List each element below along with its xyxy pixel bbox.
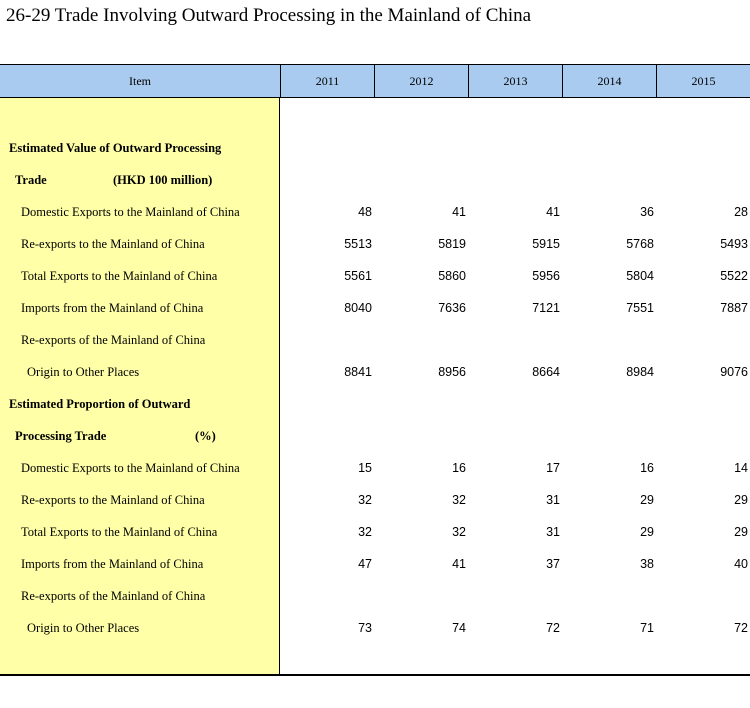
- table-cell: 7551: [626, 301, 654, 315]
- table-cell: 71: [640, 621, 654, 635]
- table-cell: 28: [734, 205, 748, 219]
- table-cell: 7636: [438, 301, 466, 315]
- section-heading: Estimated Proportion of Outward: [9, 397, 191, 411]
- table-cell: 5915: [532, 237, 560, 251]
- table-cell: 73: [358, 621, 372, 635]
- table-cell: 16: [640, 461, 654, 475]
- table-cell: 41: [452, 557, 466, 571]
- table-cell: 5493: [720, 237, 748, 251]
- table-cell: 5956: [532, 269, 560, 283]
- table-cell: 38: [640, 557, 654, 571]
- section-unit: (HKD 100 million): [113, 173, 213, 187]
- table-cell: 8841: [344, 365, 372, 379]
- table-cell: 7887: [720, 301, 748, 315]
- table-cell: 5819: [438, 237, 466, 251]
- table-cell: 32: [452, 493, 466, 507]
- table-cell: 15: [358, 461, 372, 475]
- table-cell: 29: [734, 493, 748, 507]
- table-cell: 41: [452, 205, 466, 219]
- table-cell: 8956: [438, 365, 466, 379]
- table-cell: 48: [358, 205, 372, 219]
- table-bottom-border: [0, 674, 750, 676]
- row-label: Domestic Exports to the Mainland of China: [21, 205, 240, 219]
- table-cell: 8984: [626, 365, 654, 379]
- table-cell: 37: [546, 557, 560, 571]
- table-cell: 47: [358, 557, 372, 571]
- section-heading: Processing Trade: [15, 429, 107, 443]
- table-cell: 17: [546, 461, 560, 475]
- section-heading: Trade: [15, 173, 47, 187]
- header-year-2013: 2013: [468, 65, 562, 98]
- row-label: Re-exports of the Mainland of China: [21, 333, 206, 347]
- header-year-2015: 2015: [656, 65, 750, 98]
- header-year-2014: 2014: [562, 65, 656, 98]
- column-divider: [279, 98, 280, 675]
- header-item: Item: [129, 74, 151, 88]
- table-cell: 16: [452, 461, 466, 475]
- header-year-2012: 2012: [374, 65, 468, 98]
- table-cell: 40: [734, 557, 748, 571]
- table-cell: 32: [452, 525, 466, 539]
- row-label: Total Exports to the Mainland of China: [21, 269, 218, 283]
- table-cell: 29: [640, 493, 654, 507]
- section-heading: Estimated Value of Outward Processing: [9, 141, 222, 155]
- row-label: Re-exports to the Mainland of China: [21, 237, 205, 251]
- table-cell: 31: [546, 493, 560, 507]
- table-cell: 14: [734, 461, 748, 475]
- table-cell: 32: [358, 493, 372, 507]
- table-header: [0, 64, 750, 98]
- row-label: Imports from the Mainland of China: [21, 557, 204, 571]
- table-cell: 5561: [344, 269, 372, 283]
- table-cell: 5860: [438, 269, 466, 283]
- table-cell: 72: [546, 621, 560, 635]
- table-cell: 72: [734, 621, 748, 635]
- table-cell: 41: [546, 205, 560, 219]
- table-cell: 74: [452, 621, 466, 635]
- row-label: Origin to Other Places: [27, 365, 140, 379]
- header-year-2011: 2011: [280, 65, 374, 98]
- table-cell: 31: [546, 525, 560, 539]
- table-cell: 9076: [720, 365, 748, 379]
- section-unit: (%): [195, 429, 216, 443]
- table-cell: 7121: [532, 301, 560, 315]
- table-cell: 5804: [626, 269, 654, 283]
- table-cell: 8664: [532, 365, 560, 379]
- table-cell: 29: [734, 525, 748, 539]
- page-title: 26-29 Trade Involving Outward Processing in the Mainland of China: [6, 5, 532, 26]
- table-cell: 8040: [344, 301, 372, 315]
- table-cell: 36: [640, 205, 654, 219]
- table-cell: 5513: [344, 237, 372, 251]
- row-label: Domestic Exports to the Mainland of China: [21, 461, 240, 475]
- row-label: Re-exports of the Mainland of China: [21, 589, 206, 603]
- table-cell: 5522: [720, 269, 748, 283]
- table-cell: 29: [640, 525, 654, 539]
- row-label: Imports from the Mainland of China: [21, 301, 204, 315]
- table-cell: 5768: [626, 237, 654, 251]
- table-cell: 32: [358, 525, 372, 539]
- row-label: Origin to Other Places: [27, 621, 140, 635]
- row-label: Total Exports to the Mainland of China: [21, 525, 218, 539]
- row-label: Re-exports to the Mainland of China: [21, 493, 205, 507]
